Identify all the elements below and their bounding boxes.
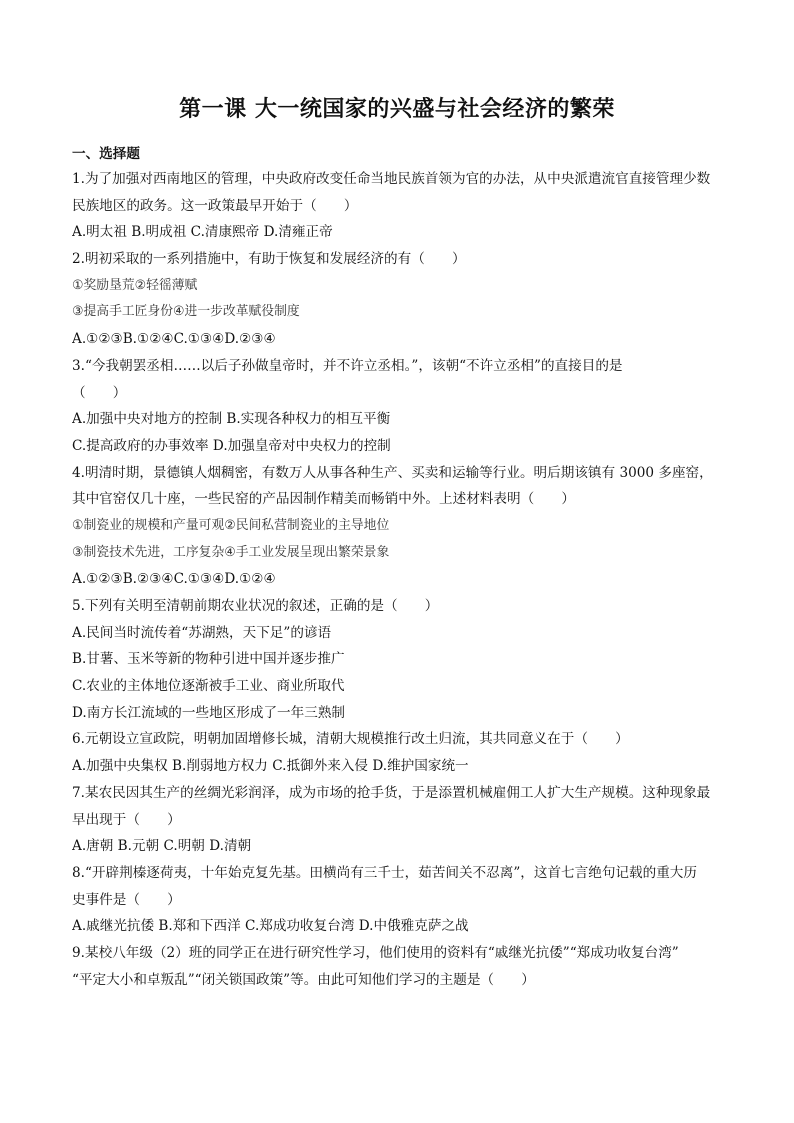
text-line: 3.“今我朝罢丞相……以后子孙做皇帝时，并不许立丞相。”，该朝“不许立丞相”的直接目的是 <box>72 357 623 374</box>
text-line: 2.明初采取的一系列措施中，有助于恢复和发展经济的有（ ） <box>72 251 466 268</box>
text-line: 民族地区的政务。这一政策最早开始于（ ） <box>72 197 358 214</box>
text-line: 其中官窑仅几十座，一些民窑的产品因制作精美而畅销中外。上述材料表明（ ） <box>72 491 575 508</box>
text-line: “平定大小和卓叛乱”“闭关锁国政策”等。由此可知他们学习的主题是（ ） <box>72 971 535 988</box>
page-title: 第一课 大一统国家的兴盛与社会经济的繁荣 <box>179 97 615 122</box>
text-line: 史事件是（ ） <box>72 891 181 908</box>
text-line: 7.某农民因其生产的丝绸光彩润泽，成为市场的抢手货，于是添置机械雇佣工人扩大生产规模。这种现象最 <box>72 784 711 801</box>
document-body <box>72 142 727 993</box>
answer-options: A.加强中央对地方的控制 B.实现各种权力的相互平衡 <box>72 411 391 428</box>
answer-options: A.①②③B.①②④C.①③④D.②③④ <box>72 331 276 348</box>
answer-option: C.农业的主体地位逐渐被手工业、商业所取代 <box>72 678 345 695</box>
statement-line: ①奖励垦荒②轻徭薄赋 <box>72 277 198 293</box>
statement-line: ①制瓷业的规模和产量可观②民间私营制瓷业的主导地位 <box>72 517 390 533</box>
text-line: 早出现于（ ） <box>72 811 181 828</box>
statement-line: ③提高手工匠身份④进一步改革赋役制度 <box>72 304 300 320</box>
text-line: （ ） <box>72 384 127 401</box>
answer-options: A.①②③B.②③④C.①③④D.①②④ <box>72 571 276 588</box>
answer-options: A.明太祖 B.明成祖 C.清康熙帝 D.清雍正帝 <box>72 224 333 241</box>
section-heading: 一、选择题 <box>72 146 140 162</box>
text-line: 9.某校八年级（2）班的同学正在进行研究性学习，他们使用的资料有“戚继光抗倭”“郑成功收复台湾” <box>72 944 679 961</box>
statement-line: ③制瓷技术先进，工序复杂④手工业发展呈现出繁荣景象 <box>72 544 390 560</box>
answer-options: A.唐朝 B.元朝 C.明朝 D.清朝 <box>72 838 252 855</box>
answer-options: A.加强中央集权 B.削弱地方权力 C.抵御外来入侵 D.维护国家统一 <box>72 758 469 775</box>
text-line: 5.下列有关明至清朝前期农业状况的叙述，正确的是（ ） <box>72 598 439 614</box>
answer-options: C.提高政府的办事效率 D.加强皇帝对中央权力的控制 <box>72 437 391 454</box>
answer-option: B.甘薯、玉米等新的物种引进中国并逐步推广 <box>72 651 345 668</box>
text-line: 6.元朝设立宣政院，明朝加固增修长城，清朝大规模推行改土归流，其共同意义在于（ ） <box>72 731 629 748</box>
answer-option: D.南方长江流域的一些地区形成了一年三熟制 <box>72 704 346 721</box>
text-line: 8.“开辟荆榛逐荷夷，十年始克复先基。田横尚有三千士，茹苦间关不忍离”，这首七言绝句记载的重大历 <box>72 864 697 881</box>
text-line: 4.明清时期，景德镇人烟稠密，有数万人从事各种生产、买卖和运输等行业。明后期该镇有 3000 多座窑， <box>72 464 713 481</box>
answer-options: A.戚继光抗倭 B.郑和下西洋 C.郑成功收复台湾 D.中俄雅克萨之战 <box>72 918 469 935</box>
text-line: 1.为了加强对西南地区的管理，中央政府改变任命当地民族首领为官的办法，从中央派遣流官直接管理少数 <box>72 171 711 187</box>
answer-option: A.民间当时流传着“苏湖熟，天下足”的谚语 <box>72 624 332 641</box>
